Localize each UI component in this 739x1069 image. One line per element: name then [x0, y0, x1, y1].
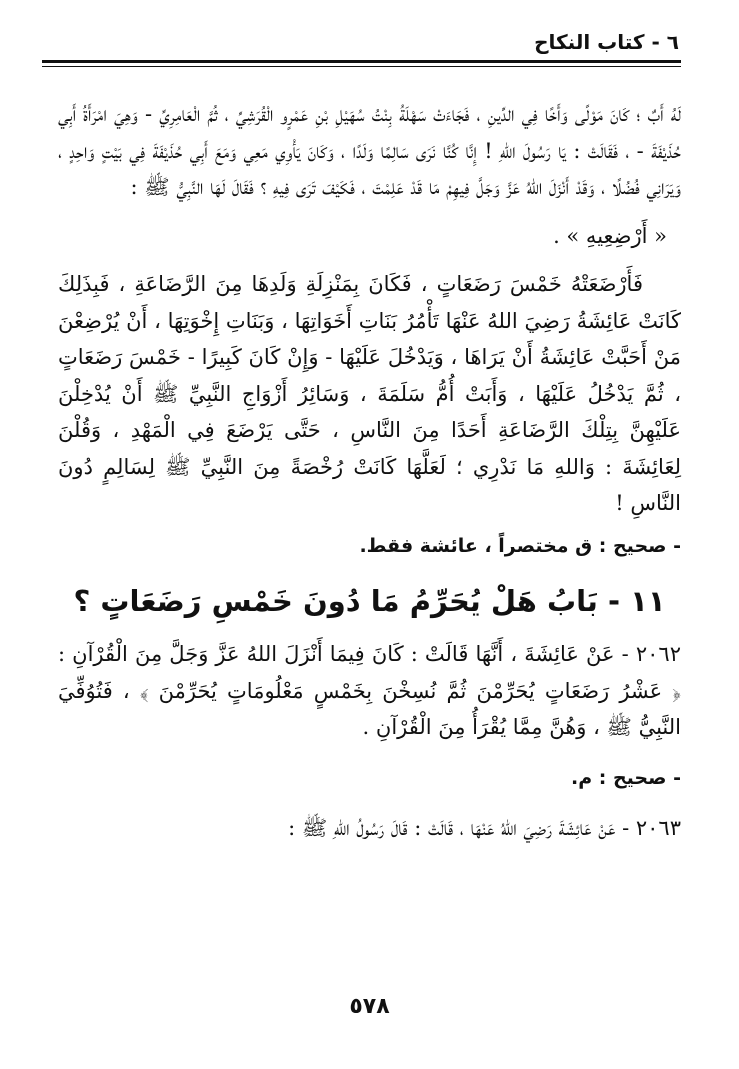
hadith-2063: ٢٠٦٣ - عَنْ عَائِشَةَ رَضِيَ اللهُ عَنْهَا ، قَالَتْ : قَالَ رَسُولُ اللهِ ﷺ : — [288, 816, 681, 840]
page-number: ٥٧٨ — [349, 994, 390, 1019]
header-rule-thin — [42, 66, 681, 67]
grading-note: - صحيح : م. — [571, 766, 681, 789]
chapter-heading: ١١ - بَابُ هَلْ يُحَرِّمُ مَا دُونَ خَمْسِ رَضَعَاتٍ ؟ — [73, 584, 666, 618]
grading-note: - صحيح : ق مختصراً ، عائشة فقط. — [359, 534, 681, 557]
prophet-quote: « أَرْضِعِيهِ » . — [553, 223, 667, 248]
page-body — [58, 96, 681, 847]
header-rule-thick — [42, 60, 681, 63]
paragraph-narration: فَأَرْضَعَتْهُ خَمْسَ رَضَعَاتٍ ، فَكَانَ بِمَنْزِلَةِ وَلَدِهَا مِنَ الرَّضَاعَةِ ، فَبِذَلِكَ كَانَتْ عَائِشَةُ رَضِيَ اللهُ عَنْهَا تَأْمُرُ بَنَاتِ أَخَوَاتِهَا ، وَبَنَاتِ إِخْوَتِهَا ، أَنْ يُرْضِعْنَ مَنْ أَحَبَّتْ عَائِشَةُ أَنْ يَرَاهَا ، وَيَدْخُلَ عَلَيْهَا - وَإِنْ كَانَ كَبِيرًا - خَمْسَ رَضَعَاتٍ ، ثُمَّ يَدْخُلُ عَلَيْهَا ، وَأَبَتْ أُمُّ سَلَمَةَ ، وَسَائِرُ أَزْوَاجِ النَّبِيِّ ﷺ أَنْ يُدْخِلْنَ عَلَيْهِنَّ بِتِلْكَ الرَّضَاعَةِ أَحَدًا مِنَ النَّاسِ ، حَتَّى يَرْضَعَ فِي الْمَهْدِ ، وَقُلْنَ لِعَائِشَةَ : وَاللهِ مَا نَدْرِي ؛ لَعَلَّهَا كَانَتْ رُخْصَةً مِنَ النَّبِيِّ ﷺ لِسَالِمٍ دُونَ النَّاسِ ! — [58, 272, 681, 515]
running-header: ٦ - كتاب النكاح — [534, 30, 679, 54]
hadith-2062: ٢٠٦٢ - عَنْ عَائِشَةَ ، أَنَّهَا قَالَتْ : كَانَ فِيمَا أَنْزَلَ اللهُ عَزَّ وَجَلَّ مِنَ الْقُرْآنِ : ﴿ عَشْرُ رَضَعَاتٍ يُحَرِّمْنَ ثُمَّ نُسِخْنَ بِخَمْسٍ مَعْلُومَاتٍ يُحَرِّمْنَ ﴾ ، فَتُوُفِّيَ النَّبِيُّ ﷺ ، وَهُنَّ مِمَّا يُقْرَأُ مِنَ الْقُرْآنِ . — [58, 642, 681, 739]
paragraph-continued: لَهُ أَبٌ ؛ كَانَ مَوْلًى وَأَخًا فِي الدِّينِ ، فَجَاءَتْ سَهْلَةُ بِنْتُ سُهَيْلِ بْنِ عَمْرٍو الْقُرَشِيِّ ، ثُمَّ الْعَامِرِيِّ - وَهِيَ امْرَأَةُ أَبِي حُذَيْفَةَ - ، فَقَالَتْ : يَا رَسُولَ اللهِ ! إِنَّا كُنَّا نَرَى سَالِمًا وَلَدًا ، وَكَانَ يَأْوِي مَعِي وَمَعَ أَبِي حُذَيْفَةَ فِي بَيْتٍ وَاحِدٍ ، وَيَرَانِي فُضُلًا ، وَقَدْ أَنْزَلَ اللهُ عَزَّ وَجَلَّ فِيهِمْ مَا قَدْ عَلِمْتَ ، فَكَيْفَ تَرَى فِيهِ ؟ فَقَالَ لَهَا النَّبِيُّ ﷺ : — [58, 102, 681, 199]
